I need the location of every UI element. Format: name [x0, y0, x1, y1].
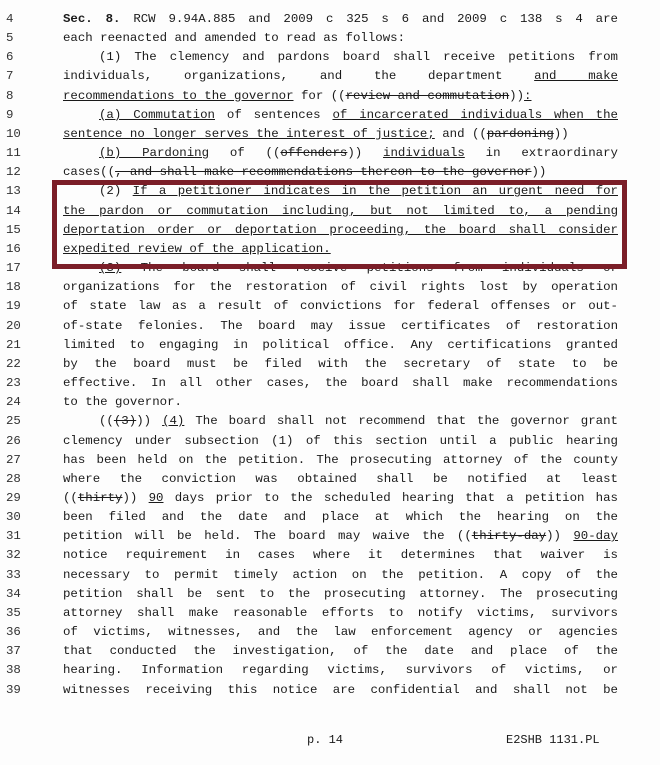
text-run: Sec. 8.: [63, 12, 121, 26]
text-run: of victims, witnesses, and the law enforcement agency or agencies: [63, 625, 618, 640]
line-number: 23: [6, 376, 21, 391]
document-line: [0, 29, 660, 48]
document-line: [0, 546, 660, 565]
document-line: [0, 297, 660, 316]
document-line: [0, 393, 660, 412]
line-text: [63, 393, 618, 412]
document-line: [0, 48, 660, 67]
text-run: hearing. Information regarding victims, survivors of victims, or: [63, 663, 618, 678]
line-number: 6: [6, 50, 14, 65]
line-number: 20: [6, 318, 21, 333]
inserted-text: recommendations to the governor: [63, 88, 294, 103]
line-text: [63, 681, 618, 700]
line-text: [63, 278, 618, 297]
document-line: [0, 374, 660, 393]
line-number: 36: [6, 625, 21, 640]
text-run: )): [122, 491, 149, 505]
text-run: been filed and the date and place at which the hearing on the: [63, 510, 618, 525]
line-number: 10: [6, 126, 21, 141]
document-line: [0, 642, 660, 661]
inserted-text: (b) Pardoning: [99, 146, 210, 161]
line-text: [63, 546, 618, 565]
line-number: 11: [6, 146, 21, 161]
deleted-text: thirty: [77, 491, 123, 505]
page-number: p. 14: [307, 733, 344, 747]
inserted-text: (4): [162, 414, 185, 429]
text-run: petition shall be sent to the prosecuting attorney. The prosecuting: [63, 586, 618, 601]
text-run: limited to engaging in political office. Any certifications granted: [63, 337, 618, 352]
line-number: 21: [6, 337, 21, 352]
document-line: [0, 508, 660, 527]
text-run: )): [531, 165, 547, 180]
text-run: to the governor.: [63, 395, 182, 410]
text-run: necessary to permit timely action on the petition. A copy of the: [63, 567, 618, 582]
inserted-text: If a petitioner indicates in the petition an urgent need for: [132, 184, 618, 199]
text-run: )): [509, 88, 525, 103]
document-line: [0, 566, 660, 585]
document-line: [0, 336, 660, 355]
inserted-text: :: [524, 88, 532, 103]
text-run: petition will be held. The board may waive the ((: [63, 529, 472, 544]
line-text: [63, 566, 618, 585]
line-number: 4: [6, 12, 14, 26]
text-run: )): [347, 146, 384, 161]
inserted-text: and make: [534, 69, 618, 84]
text-run: days prior to the scheduled hearing that a petition has: [163, 491, 618, 505]
line-number: 5: [6, 31, 14, 46]
line-number: 29: [6, 491, 21, 505]
text-run: for ((: [293, 88, 346, 103]
line-text: [63, 604, 618, 623]
line-text: [63, 527, 618, 546]
document-line: [0, 67, 660, 86]
line-text: [63, 317, 618, 336]
document-line: [0, 125, 660, 144]
line-number: 8: [6, 88, 14, 103]
line-number: 39: [6, 682, 21, 697]
text-run: of state law as a result of convictions for federal offenses or out-: [63, 299, 618, 314]
line-number: 24: [6, 395, 21, 410]
text-run: cases((: [63, 165, 116, 180]
document-line: [0, 527, 660, 546]
deleted-text: offenders: [280, 146, 348, 161]
inserted-text: of incarcerated individuals when the: [332, 107, 618, 122]
deleted-text: thirty-day: [471, 529, 547, 544]
inserted-text: sentence no longer serves the interest of justice;: [63, 126, 435, 141]
line-text: [63, 451, 618, 470]
line-text: [63, 585, 618, 604]
bill-identifier: E2SHB 1131.PL: [506, 733, 600, 747]
line-number: 27: [6, 452, 21, 467]
text-run: (2): [99, 184, 133, 199]
inserted-text: 90-day: [573, 529, 618, 544]
text-run: attorney shall make reasonable efforts to notify victims, survivors: [63, 605, 618, 620]
line-number: 25: [6, 414, 21, 429]
text-run: by the board must be filed with the secretary of state to be: [63, 356, 618, 371]
line-text: [63, 67, 618, 86]
text-run: that conducted the investigation, of the date and place of the: [63, 644, 618, 659]
line-number: 12: [6, 165, 21, 180]
text-run: where the conviction was obtained shall be notified at least: [63, 471, 618, 486]
text-run: each reenacted and amended to read as follows:: [63, 31, 406, 46]
inserted-text: (3): [99, 261, 122, 276]
line-number: 34: [6, 586, 21, 601]
text-run: has been held on the petition. The prosecuting attorney of the county: [63, 452, 618, 467]
text-run: ((: [99, 414, 114, 429]
inserted-text: (a) Commutation: [99, 107, 215, 122]
text-run: )): [136, 414, 163, 429]
inserted-text: the pardon or commutation including, but not limited to, a pending: [63, 203, 618, 218]
deleted-text: , and shall make recommendations thereon to the governor: [115, 165, 532, 180]
inserted-text: 90: [148, 491, 164, 505]
text-run: of sentences: [215, 107, 333, 122]
document-line: [0, 317, 660, 336]
text-run: ((: [63, 491, 78, 505]
inserted-text: deportation order or deportation proceeding, the board shall consider: [63, 222, 618, 237]
line-text: [99, 412, 618, 431]
document-line: [0, 278, 660, 297]
text-run: of ((: [209, 146, 281, 161]
line-number: 37: [6, 644, 21, 659]
document-line: [0, 623, 660, 642]
inserted-text: expedited review of the application.: [63, 241, 331, 256]
text-run: The board shall receive petitions from individuals or: [121, 261, 618, 276]
line-text: [63, 374, 618, 393]
line-number: 13: [6, 184, 21, 199]
line-number: 22: [6, 356, 21, 371]
deleted-text: pardoning: [486, 126, 554, 141]
document-line: [0, 489, 660, 508]
line-number: 28: [6, 471, 21, 486]
line-text: [63, 29, 618, 48]
line-number: 9: [6, 107, 14, 122]
line-number: 35: [6, 605, 21, 620]
document-line: [0, 681, 660, 700]
document-line: [0, 585, 660, 604]
text-run: )): [546, 529, 574, 544]
text-run: The board shall not recommend that the governor grant: [184, 414, 618, 429]
text-run: individuals, organizations, and the department: [63, 69, 535, 84]
line-text: [99, 144, 618, 163]
text-run: RCW 9.94A.885 and 2009 c 325 s 6 and 2009 c 138 s 4 are: [120, 12, 618, 26]
document-line: [0, 661, 660, 680]
document-line: [0, 10, 660, 29]
line-number: 31: [6, 529, 21, 544]
document-line: [0, 355, 660, 374]
line-number: 7: [6, 69, 14, 84]
line-text: [63, 355, 618, 374]
text-run: )): [553, 126, 569, 141]
highlight-box: [52, 180, 627, 269]
line-text: [63, 10, 618, 29]
line-text: [99, 106, 618, 125]
text-run: witnesses receiving this notice are confidential and shall not be: [63, 682, 618, 697]
deleted-text: (3): [113, 414, 137, 429]
line-number: 32: [6, 548, 21, 563]
partially-hidden-line: [0, 261, 660, 278]
document-line: [0, 106, 660, 125]
line-text: [63, 508, 618, 527]
line-text: [63, 489, 618, 508]
line-number: 38: [6, 663, 21, 678]
document-line: [0, 470, 660, 489]
text-run: (1) The clemency and pardons board shall receive petitions from: [99, 50, 618, 65]
text-run: clemency under subsection (1) of this section until a public hearing: [63, 433, 618, 448]
inserted-text: individuals: [383, 146, 465, 161]
document-line: [0, 87, 660, 106]
line-number: 15: [6, 222, 21, 237]
line-text: [63, 297, 618, 316]
line-text: [63, 432, 618, 451]
text-run: notice requirement in cases where it determines that waiver is: [63, 548, 618, 563]
line-number: 16: [6, 241, 21, 256]
line-text: [63, 125, 618, 144]
line-text: [63, 623, 618, 642]
document-line: [0, 451, 660, 470]
text-run: and ((: [434, 126, 487, 141]
line-number: 30: [6, 510, 21, 525]
line-text: [99, 48, 618, 67]
document-line: [0, 144, 660, 163]
text-run: organizations for the restoration of civil rights lost by operation: [63, 280, 618, 295]
line-number: 33: [6, 567, 21, 582]
line-number: 19: [6, 299, 21, 314]
line-text: [63, 642, 618, 661]
document-line: [0, 604, 660, 623]
line-number: 14: [6, 203, 21, 218]
document-line: [0, 432, 660, 451]
text-run: effective. In all other cases, the board shall make recommendations: [63, 376, 618, 391]
line-number: 17: [6, 261, 21, 276]
text-run: in extraordinary: [464, 146, 618, 161]
deleted-text: review and commutation: [345, 88, 510, 103]
line-text: [63, 470, 618, 489]
line-number: 18: [6, 280, 21, 295]
text-run: of-state felonies. The board may issue certificates of restoration: [63, 318, 618, 333]
partially-hidden-line: [0, 163, 660, 180]
line-text: [63, 336, 618, 355]
document-line: [0, 412, 660, 431]
line-text: [63, 661, 618, 680]
line-number: 26: [6, 433, 21, 448]
line-text: [63, 87, 618, 106]
